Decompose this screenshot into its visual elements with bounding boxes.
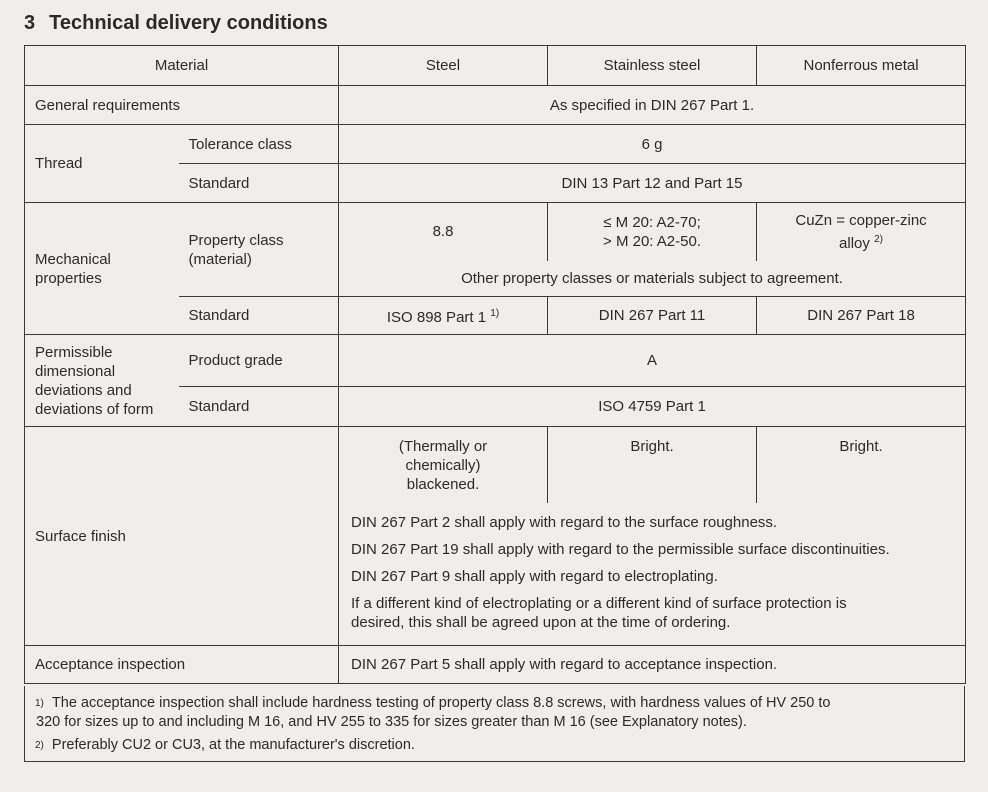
footnote-1-mark: 1) bbox=[35, 698, 44, 709]
table-row bbox=[25, 86, 966, 125]
header-stainless-steel: Stainless steel bbox=[548, 46, 757, 86]
thread-standard-value: DIN 13 Part 12 and Part 15 bbox=[339, 164, 966, 203]
surface-steel-line1: (Thermally or bbox=[398, 438, 488, 455]
stainless-class-line1: ≤ M 20: A2-70; bbox=[603, 213, 701, 231]
product-grade-label: Product grade bbox=[179, 335, 339, 387]
mechanical-label-line1: Mechanical bbox=[35, 250, 111, 268]
surface-note-4-line2: desired, this shall be agreed upon at the time of ordering. bbox=[351, 613, 731, 631]
footnote-ref-2: 2) bbox=[874, 233, 883, 245]
mechanical-standard-steel bbox=[339, 297, 548, 335]
deviations-label-line3: deviations and bbox=[35, 381, 132, 399]
section-heading bbox=[24, 12, 328, 35]
delivery-conditions-table bbox=[24, 45, 966, 684]
footnote-2-text: Preferably CU2 or CU3, at the manufacturer's discretion. bbox=[51, 737, 415, 753]
table-row bbox=[25, 427, 966, 503]
property-class-label bbox=[179, 203, 339, 297]
footnote-1-line1: The acceptance inspection shall include hardness testing of property class 8.8 screws, with hardness values of HV 250 to bbox=[51, 695, 831, 711]
mechanical-label-line2: properties bbox=[35, 269, 102, 287]
table-row bbox=[25, 125, 966, 164]
deviations-standard-value: ISO 4759 Part 1 bbox=[339, 387, 966, 427]
thread-standard-label: Standard bbox=[179, 164, 339, 203]
mechanical-standard-nonferrous: DIN 267 Part 18 bbox=[757, 297, 966, 335]
surface-notes bbox=[339, 503, 966, 646]
tolerance-class-label: Tolerance class bbox=[179, 125, 339, 164]
surface-note-4-line1: If a different kind of electroplating or a different kind of surface protection is bbox=[351, 594, 847, 612]
property-class-stainless bbox=[548, 203, 757, 261]
header-nonferrous-metal: Nonferrous metal bbox=[757, 46, 966, 86]
footnote-2 bbox=[35, 736, 954, 755]
surface-steel-line3: blackened. bbox=[406, 476, 480, 493]
table-row bbox=[25, 646, 966, 684]
header-material: Material bbox=[25, 46, 339, 86]
surface-steel bbox=[339, 427, 548, 503]
deviations-standard-label: Standard bbox=[179, 387, 339, 427]
product-grade-value: A bbox=[339, 335, 966, 387]
other-property-classes: Other property classes or materials subject to agreement. bbox=[339, 261, 966, 297]
mechanical-standard-stainless: DIN 267 Part 11 bbox=[548, 297, 757, 335]
property-class-label-line2: (material) bbox=[188, 250, 252, 268]
deviations-label-line4: deviations of form bbox=[35, 400, 154, 418]
mechanical-standard-label: Standard bbox=[179, 297, 339, 335]
nonferrous-class-line2: alloy bbox=[839, 234, 870, 252]
header-steel: Steel bbox=[339, 46, 548, 86]
property-class-steel: 8.8 bbox=[339, 203, 548, 261]
deviations-label-line1: Permissible bbox=[35, 343, 113, 361]
footnotes bbox=[24, 686, 965, 762]
thread-label: Thread bbox=[25, 125, 179, 203]
tolerance-class-value: 6 g bbox=[339, 125, 966, 164]
surface-finish-label: Surface finish bbox=[25, 427, 339, 646]
surface-note-4 bbox=[351, 594, 955, 632]
property-class-label-line1: Property class bbox=[188, 231, 284, 249]
section-title: Technical delivery conditions bbox=[49, 12, 328, 34]
general-requirements-value: As specified in DIN 267 Part 1. bbox=[339, 86, 966, 125]
surface-steel-line2: chemically) bbox=[405, 457, 481, 474]
surface-stainless: Bright. bbox=[548, 427, 757, 503]
property-class-nonferrous bbox=[757, 203, 966, 261]
mechanical-properties-label bbox=[25, 203, 179, 335]
standard-steel-text: ISO 898 Part 1 bbox=[386, 309, 487, 326]
surface-note-2: DIN 267 Part 19 shall apply with regard to the permissible surface discontinuities. bbox=[351, 540, 890, 558]
section-number: 3 bbox=[24, 12, 36, 34]
general-requirements-label: General requirements bbox=[25, 86, 339, 125]
footnote-2-mark: 2) bbox=[35, 740, 44, 751]
footnote-ref-1: 1) bbox=[490, 308, 500, 319]
footnote-1 bbox=[35, 694, 954, 732]
table-row bbox=[25, 335, 966, 387]
surface-note-1: DIN 267 Part 2 shall apply with regard to the surface roughness. bbox=[351, 513, 778, 531]
table-header-row bbox=[25, 46, 966, 86]
acceptance-inspection-value: DIN 267 Part 5 shall apply with regard to acceptance inspection. bbox=[339, 646, 966, 684]
stainless-class-line2: > M 20: A2-50. bbox=[603, 232, 701, 250]
footnote-1-line2: 320 for sizes up to and including M 16, and HV 255 to 335 for sizes greater than M 16 (see Explanatory notes). bbox=[36, 714, 747, 730]
deviations-label-line2: dimensional bbox=[35, 362, 116, 380]
acceptance-inspection-label: Acceptance inspection bbox=[25, 646, 339, 684]
nonferrous-class-line1: CuZn = copper-zinc bbox=[795, 211, 927, 229]
surface-note-3: DIN 267 Part 9 shall apply with regard to electroplating. bbox=[351, 567, 718, 585]
table-row bbox=[25, 203, 966, 261]
surface-nonferrous: Bright. bbox=[757, 427, 966, 503]
deviations-label bbox=[25, 335, 179, 427]
